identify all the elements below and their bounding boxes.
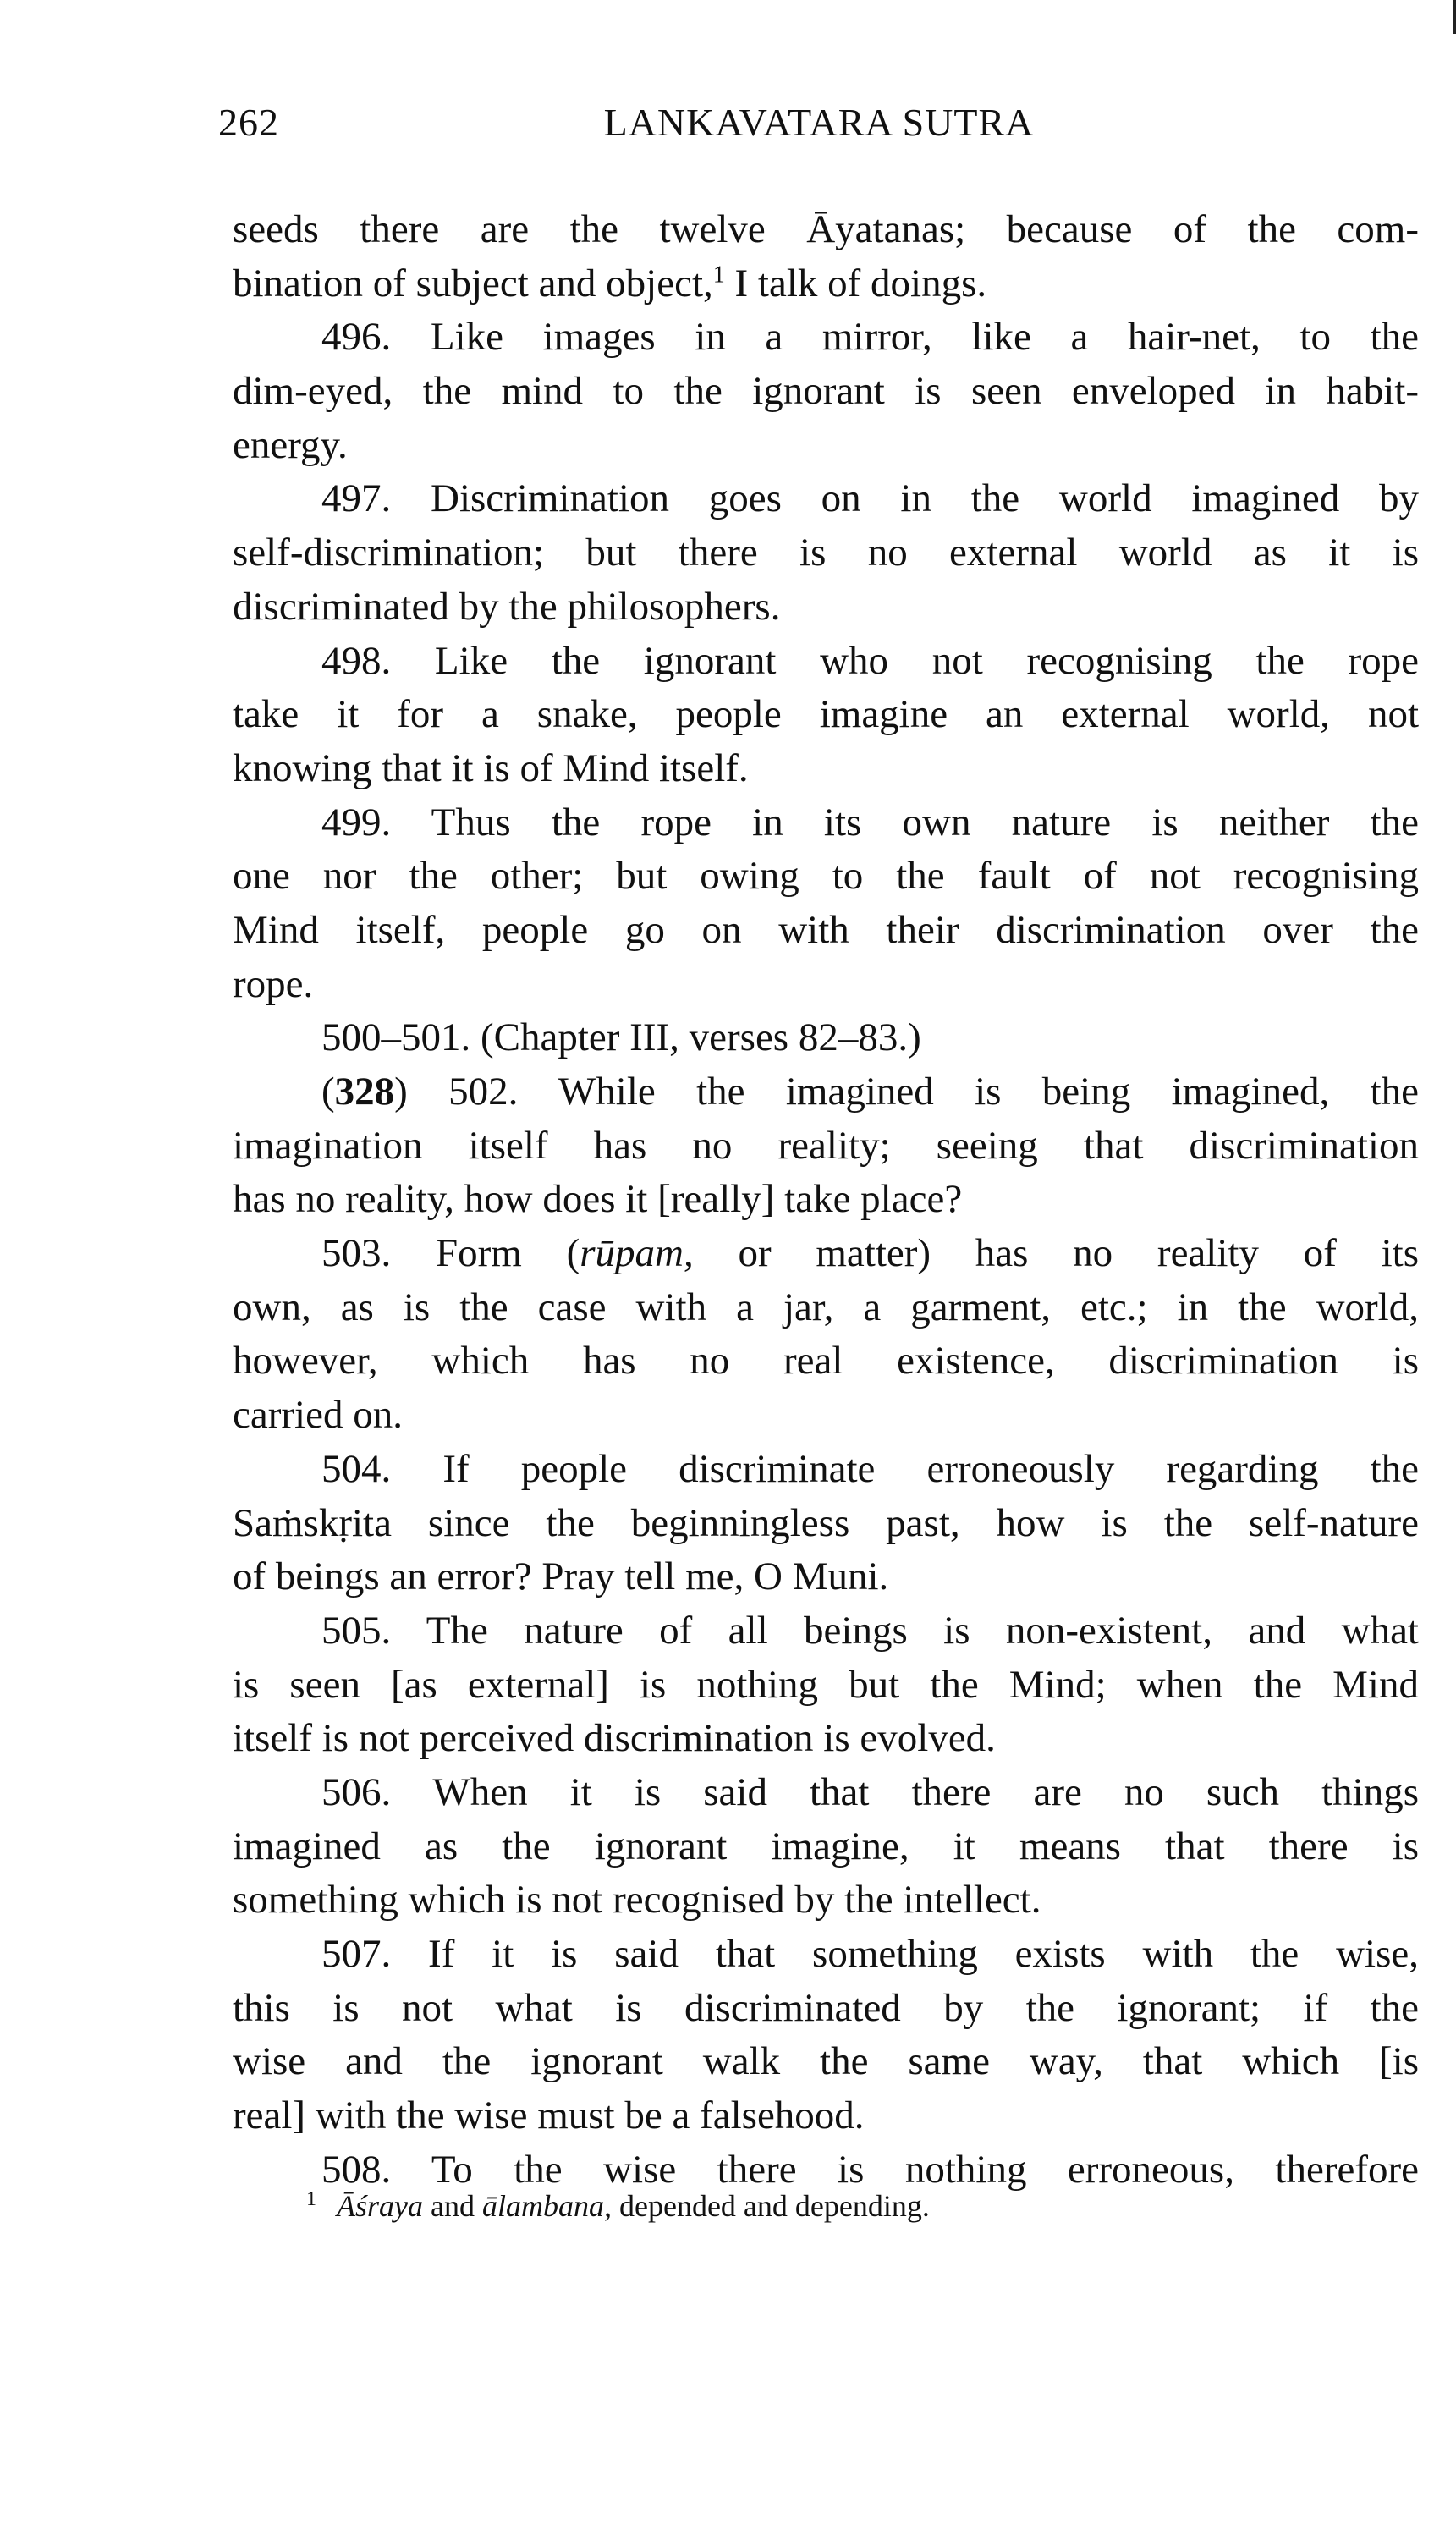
- footnote-text: depended and depending.: [611, 2189, 930, 2223]
- text-segment: is seen [as external] is nothing but the Mind; when the Mind: [233, 1662, 1419, 1707]
- text-line: [233, 2035, 1419, 2089]
- text-segment: 507. If it is said that something exists with the wise,: [321, 1932, 1419, 1976]
- text-line: [233, 1820, 1419, 1874]
- text-line: [233, 1119, 1419, 1174]
- text-segment: 506. When it is said that there are no such things: [321, 1769, 1419, 1814]
- running-head: [218, 100, 1420, 159]
- text-line: [233, 1928, 1419, 1982]
- text-segment: carried on.: [233, 1393, 403, 1438]
- text-line: [233, 1604, 1419, 1659]
- text-line: [233, 796, 1419, 850]
- text-line: [233, 958, 1419, 1012]
- text-line: [233, 203, 1419, 257]
- text-segment: dim-eyed, the mind to the ignorant is seen enveloped in habit-: [233, 369, 1419, 414]
- footnote-term: ālambana,: [481, 2189, 612, 2223]
- text-line: [233, 526, 1419, 580]
- text-segment: self-discrimination; but there is no external world as it is: [233, 531, 1419, 575]
- text-segment: 497. Discrimination goes on in the world imagined by: [321, 476, 1419, 521]
- text-line: [233, 1712, 1419, 1766]
- text-segment: 503. Form (: [321, 1231, 580, 1276]
- text-segment: something which is not recognised by the intellect.: [233, 1878, 1041, 1923]
- text-segment: has no reality, how does it [really] take place?: [233, 1177, 963, 1222]
- text-line: [233, 1173, 1419, 1227]
- text-line: [233, 419, 1419, 473]
- text-segment: Saṁskṛita since the beginningless past, how is the self-nature: [233, 1500, 1419, 1545]
- text-segment: energy.: [233, 422, 348, 467]
- text-line: [233, 1982, 1419, 2036]
- text-segment: ) 502. While the imagined is being imagined, the: [394, 1070, 1419, 1114]
- text-segment: one nor the other; but owing to the fault of not recognising: [233, 854, 1419, 899]
- text-segment: imagined as the ignorant imagine, it means that there is: [233, 1824, 1419, 1868]
- text-segment: I talk of doings.: [724, 261, 987, 305]
- page-number: 262: [218, 101, 279, 144]
- text-line: [233, 1766, 1419, 1820]
- text-line: [233, 1011, 1419, 1065]
- text-segment: (: [321, 1070, 335, 1114]
- text-segment: of beings an error? Pray tell me, O Muni.: [233, 1554, 889, 1599]
- text-line: [233, 580, 1419, 635]
- text-segment: 505. The nature of all beings is non-existent, and what: [321, 1608, 1419, 1653]
- text-line: [233, 850, 1419, 904]
- text-segment: wise and the ignorant walk the same way, that which [is: [233, 2039, 1419, 2084]
- text-segment: 500–501. (Chapter III, verses 82–83.): [321, 1015, 921, 1060]
- text-line: [233, 635, 1419, 689]
- text-segment: Mind itself, people go on with their discrimination over the: [233, 907, 1419, 952]
- running-title: LANKAVATARA SUTRA: [603, 101, 1035, 144]
- footnote-mark: 1: [306, 2188, 316, 2210]
- text-segment: knowing that it is of Mind itself.: [233, 745, 749, 790]
- text-line: [233, 1227, 1419, 1281]
- text-line: [233, 311, 1419, 365]
- text-segment: bination of subject and object,: [233, 261, 713, 305]
- text-segment: 496. Like images in a mirror, like a hair-net, to the: [321, 315, 1419, 360]
- text-segment: seeds there are the twelve Āyatanas; because of the com-: [233, 207, 1419, 251]
- text-segment: 498. Like the ignorant who not recognising the rope: [321, 638, 1419, 683]
- text-segment: rope.: [233, 961, 314, 1006]
- text-line: [233, 2089, 1419, 2143]
- footnote: [306, 2188, 930, 2224]
- text-segment: 504. If people discriminate erroneously regarding the: [321, 1446, 1419, 1491]
- text-line: [233, 1334, 1419, 1389]
- text-line: [233, 1497, 1419, 1551]
- text-line: [233, 257, 1419, 311]
- text-segment: rūpam,: [580, 1231, 694, 1276]
- text-line: [233, 365, 1419, 419]
- text-line: [233, 1443, 1419, 1497]
- text-segment: own, as is the case with a jar, a garment, etc.; in the world,: [233, 1285, 1419, 1329]
- text-line: [233, 1550, 1419, 1604]
- text-segment: real] with the wise must be a falsehood.: [233, 2093, 865, 2138]
- text-line: [233, 1281, 1419, 1335]
- footnote-text: and: [423, 2189, 482, 2223]
- text-line: [233, 1659, 1419, 1713]
- scan-edge-mark: [1453, 0, 1456, 34]
- text-line: [233, 1065, 1419, 1119]
- text-segment: imagination itself has no reality; seeing that discrimination: [233, 1123, 1419, 1168]
- text-segment: 499. Thus the rope in its own nature is neither the: [321, 800, 1419, 844]
- text-segment: discriminated by the philosophers.: [233, 584, 781, 629]
- text-segment: or matter) has no reality of its: [693, 1231, 1419, 1276]
- text-segment: this is not what is discriminated by the ignorant; if the: [233, 1985, 1419, 2030]
- text-line: [233, 904, 1419, 958]
- footnote-reference: 1: [712, 261, 725, 289]
- text-segment: take it for a snake, people imagine an external world, not: [233, 692, 1419, 737]
- text-line: [233, 742, 1419, 796]
- text-segment: however, which has no real existence, discrimination is: [233, 1339, 1419, 1384]
- text-line: [233, 1873, 1419, 1928]
- text-segment: 328: [334, 1070, 395, 1114]
- footnote-term: Āśraya: [337, 2189, 423, 2223]
- text-segment: 508. To the wise there is nothing erroneous, therefore: [321, 2147, 1419, 2192]
- text-line: [233, 472, 1419, 526]
- text-line: [233, 1389, 1419, 1443]
- body-text: [233, 203, 1419, 2197]
- text-segment: itself is not perceived discrimination is evolved.: [233, 1716, 996, 1761]
- text-line: [233, 688, 1419, 742]
